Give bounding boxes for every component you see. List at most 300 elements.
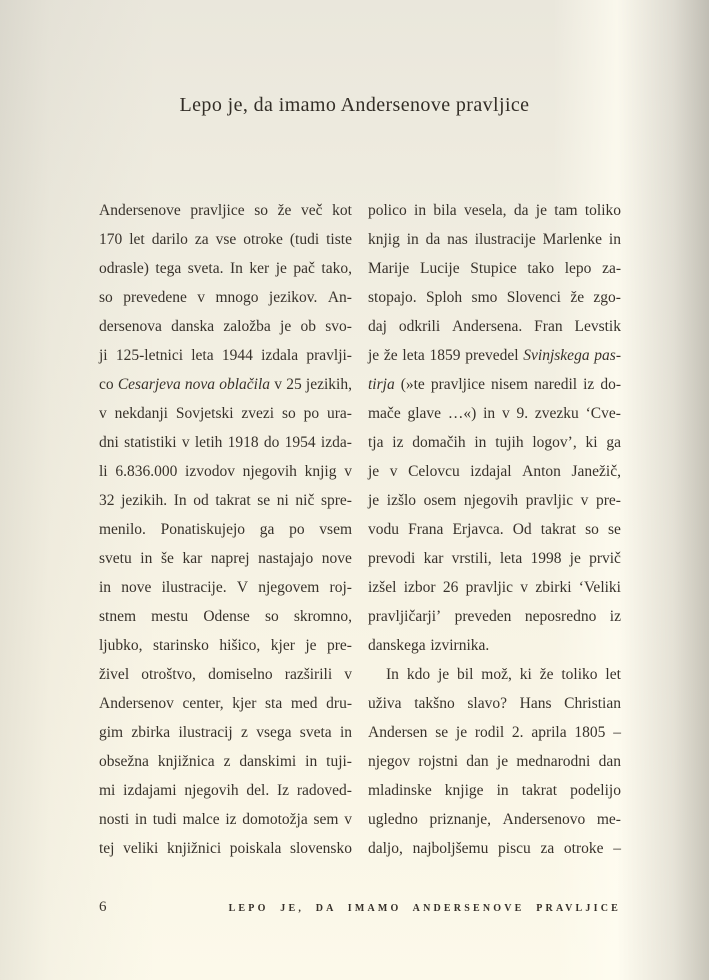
text-line bbox=[368, 254, 621, 283]
word: dersenova bbox=[99, 318, 162, 335]
word: Stupice bbox=[470, 260, 517, 277]
word: tega bbox=[155, 260, 182, 277]
word: v bbox=[520, 579, 529, 596]
word: in bbox=[305, 753, 318, 770]
word: pas- bbox=[594, 347, 621, 364]
word: pravlji- bbox=[306, 347, 352, 364]
word: ura- bbox=[326, 405, 352, 422]
text-line bbox=[99, 515, 352, 544]
word: in bbox=[99, 579, 112, 596]
word: In bbox=[173, 492, 187, 509]
word: domiselno bbox=[208, 666, 273, 683]
word: Sovjetski bbox=[175, 405, 234, 422]
word: že bbox=[539, 666, 554, 683]
word: bila bbox=[433, 202, 457, 219]
word: Marije bbox=[368, 260, 410, 277]
text-line bbox=[99, 457, 352, 486]
word: li bbox=[99, 463, 108, 480]
text-line bbox=[368, 660, 621, 689]
word: tujih bbox=[495, 434, 524, 451]
word: …«) bbox=[447, 405, 477, 422]
word: zbirki bbox=[535, 579, 572, 596]
text-line bbox=[368, 312, 621, 341]
word: kdo bbox=[406, 666, 431, 683]
word: nekdanji bbox=[114, 405, 168, 422]
word: vsega bbox=[256, 724, 292, 741]
word: njegovem bbox=[258, 579, 320, 596]
word: izda- bbox=[320, 434, 352, 451]
word: da bbox=[513, 202, 529, 219]
word: danskega bbox=[368, 637, 426, 654]
word: mladinske bbox=[368, 782, 432, 799]
word: in bbox=[496, 782, 509, 799]
word: se bbox=[435, 724, 449, 741]
word: lepo bbox=[564, 260, 592, 277]
word: še bbox=[160, 550, 174, 567]
word: smo bbox=[471, 289, 498, 306]
word: del. bbox=[246, 782, 270, 799]
word: mestu bbox=[151, 608, 189, 625]
word: danskimi bbox=[239, 753, 297, 770]
text-line bbox=[368, 631, 621, 660]
word: rojstni bbox=[418, 753, 459, 770]
word: – bbox=[613, 724, 621, 741]
word: izšlo bbox=[386, 492, 417, 509]
word: tej bbox=[99, 840, 115, 857]
word: roj- bbox=[329, 579, 352, 596]
text-line bbox=[368, 805, 621, 834]
word: ki bbox=[519, 666, 532, 683]
word: nova bbox=[184, 376, 216, 393]
word: knjig bbox=[304, 463, 337, 480]
word: Christian bbox=[564, 695, 621, 712]
word: takrat bbox=[215, 492, 251, 509]
word: dan bbox=[598, 753, 621, 770]
word: do bbox=[263, 434, 280, 451]
word: sveta. bbox=[187, 260, 224, 277]
text-line bbox=[368, 341, 621, 370]
word: aprila bbox=[531, 724, 567, 741]
word: ob bbox=[300, 318, 316, 335]
word: Levstik bbox=[574, 318, 621, 335]
word: pravljic bbox=[465, 579, 513, 596]
word: izdajami bbox=[123, 782, 177, 799]
word: 26 bbox=[442, 579, 459, 596]
word: izšel bbox=[368, 579, 397, 596]
word: odkrili bbox=[398, 318, 441, 335]
word: obsežna bbox=[99, 753, 149, 770]
word: polico bbox=[368, 202, 407, 219]
word: ilustracije. bbox=[161, 579, 227, 596]
text-line bbox=[368, 196, 621, 225]
text-line bbox=[368, 602, 621, 631]
word: podelijo bbox=[570, 782, 621, 799]
word: jezikov. bbox=[268, 289, 318, 306]
word: in bbox=[339, 724, 352, 741]
word: Celovcu bbox=[408, 463, 460, 480]
word: so bbox=[264, 608, 279, 625]
word: 1944 bbox=[221, 347, 253, 364]
word: ni bbox=[276, 492, 289, 509]
word: 6.836.000 bbox=[115, 463, 178, 480]
text-line bbox=[99, 399, 352, 428]
word: izdala bbox=[261, 347, 299, 364]
text-line bbox=[368, 573, 621, 602]
word: Andersen bbox=[368, 724, 428, 741]
word: Anton bbox=[522, 463, 561, 480]
word: za bbox=[194, 231, 209, 248]
word: nastajajo bbox=[258, 550, 314, 567]
word: nisem bbox=[491, 376, 529, 393]
text-line bbox=[368, 370, 621, 399]
word: je bbox=[496, 753, 509, 770]
word: Od bbox=[512, 521, 532, 538]
word: so bbox=[281, 405, 296, 422]
word: njegovih bbox=[463, 492, 519, 509]
word: spre- bbox=[320, 492, 352, 509]
word: pre- bbox=[327, 637, 352, 654]
text-line bbox=[368, 457, 621, 486]
text-line bbox=[368, 225, 621, 254]
text-line bbox=[99, 602, 352, 631]
word: ‘Veliki bbox=[578, 579, 621, 596]
word: Odense bbox=[203, 608, 250, 625]
word: je bbox=[368, 463, 380, 480]
word: Marlenke bbox=[542, 231, 603, 248]
word: nosti bbox=[99, 811, 130, 828]
word: menilo. bbox=[99, 521, 146, 538]
word: leta bbox=[191, 347, 214, 364]
word: je bbox=[275, 260, 287, 277]
word: je bbox=[455, 724, 468, 741]
word: statistiki bbox=[124, 434, 177, 451]
word: toliko bbox=[561, 666, 598, 683]
word: gim bbox=[99, 724, 124, 741]
word: je bbox=[569, 550, 581, 567]
word: izbor bbox=[403, 579, 436, 596]
word: 1918 bbox=[227, 434, 259, 451]
text-line bbox=[368, 399, 621, 428]
word: razširili bbox=[284, 666, 333, 683]
text-line bbox=[99, 660, 352, 689]
word: jezikih. bbox=[121, 492, 168, 509]
word: zbirka bbox=[131, 724, 171, 741]
word: da bbox=[425, 231, 441, 248]
word: 125-letnici bbox=[115, 347, 184, 364]
word: takšno bbox=[414, 695, 455, 712]
word: naprej bbox=[210, 550, 250, 567]
word: knjige bbox=[444, 782, 484, 799]
word: glave bbox=[407, 405, 442, 422]
word: je bbox=[437, 666, 450, 683]
word: ker bbox=[249, 260, 270, 277]
word: otroštvo, bbox=[141, 666, 196, 683]
word: 1859 bbox=[429, 347, 461, 364]
word: vesela, bbox=[463, 202, 507, 219]
word: v bbox=[580, 492, 589, 509]
word: v bbox=[344, 463, 352, 480]
word: so bbox=[99, 289, 113, 306]
word: (tudi bbox=[289, 231, 320, 248]
word: veliki bbox=[123, 840, 159, 857]
word: nič bbox=[295, 492, 315, 509]
word: slavo? bbox=[467, 695, 507, 712]
word: 9. bbox=[516, 405, 529, 422]
word: V bbox=[236, 579, 249, 596]
word: v bbox=[501, 405, 510, 422]
word: otroke bbox=[563, 840, 604, 857]
word: njegovih bbox=[242, 463, 297, 480]
word: bil bbox=[457, 666, 474, 683]
word: mnogo bbox=[215, 289, 259, 306]
word: oblačila bbox=[219, 376, 271, 393]
word: nove bbox=[121, 579, 152, 596]
text-line bbox=[99, 428, 352, 457]
word: slovensko bbox=[289, 840, 352, 857]
word: je bbox=[535, 202, 547, 219]
word: so bbox=[254, 202, 269, 219]
word: tja bbox=[368, 434, 384, 451]
word: iz bbox=[583, 376, 595, 393]
word: Cesarjeva bbox=[117, 376, 181, 393]
word: v bbox=[181, 434, 190, 451]
word: vodu bbox=[368, 521, 399, 538]
word: vsem bbox=[319, 521, 352, 538]
word: mednarodni bbox=[516, 753, 591, 770]
word: zvezku bbox=[534, 405, 579, 422]
word: in bbox=[406, 231, 419, 248]
word: starinsko bbox=[152, 637, 209, 654]
text-line bbox=[368, 428, 621, 457]
word: in bbox=[608, 231, 621, 248]
word: In bbox=[386, 666, 399, 683]
word: prvič bbox=[589, 550, 621, 567]
word: Svinjskega bbox=[523, 347, 590, 364]
word: hišico, bbox=[219, 637, 261, 654]
text-line bbox=[99, 283, 352, 312]
word: se bbox=[608, 521, 621, 538]
word: po bbox=[289, 521, 305, 538]
text-line bbox=[99, 225, 352, 254]
text-line bbox=[99, 254, 352, 283]
word: tako, bbox=[321, 260, 352, 277]
word: domačih bbox=[412, 434, 466, 451]
page-number: 6 bbox=[99, 899, 107, 915]
word: uživa bbox=[368, 695, 402, 712]
word: njegovih bbox=[184, 782, 239, 799]
word: njegov bbox=[368, 753, 411, 770]
word: 1954 bbox=[284, 434, 316, 451]
word: prevedel bbox=[465, 347, 519, 364]
word: in bbox=[483, 405, 496, 422]
word: in bbox=[414, 202, 427, 219]
word: ljubko, bbox=[99, 637, 143, 654]
word: center, bbox=[182, 695, 224, 712]
text-line bbox=[368, 776, 621, 805]
word: je bbox=[280, 318, 292, 335]
word: skromno, bbox=[293, 608, 352, 625]
word: osem bbox=[423, 492, 457, 509]
word: An- bbox=[327, 289, 352, 306]
text-line bbox=[99, 718, 352, 747]
word: z bbox=[223, 753, 231, 770]
word: let bbox=[605, 666, 621, 683]
word: sem bbox=[313, 811, 339, 828]
word: leta bbox=[499, 550, 523, 567]
word: Slovenci bbox=[506, 289, 561, 306]
word: že bbox=[570, 289, 585, 306]
word: pač bbox=[293, 260, 315, 277]
word: Iz bbox=[277, 782, 290, 799]
word: tuji- bbox=[326, 753, 352, 770]
word: pravljice bbox=[190, 202, 245, 219]
word: za- bbox=[602, 260, 621, 277]
text-line bbox=[99, 573, 352, 602]
word: logov’, bbox=[532, 434, 577, 451]
word: vse bbox=[215, 231, 237, 248]
word: Erjavca. bbox=[452, 521, 504, 538]
word: naredil bbox=[534, 376, 578, 393]
word: kar bbox=[423, 550, 444, 567]
page-title: Lepo je, da imamo Andersenove pravljice bbox=[179, 94, 530, 116]
word: izdajal bbox=[470, 463, 512, 480]
word: zgo- bbox=[593, 289, 621, 306]
word: – bbox=[613, 840, 621, 857]
text-line bbox=[99, 631, 352, 660]
word: dru- bbox=[326, 695, 352, 712]
word: tam bbox=[554, 202, 578, 219]
word: ki bbox=[585, 434, 598, 451]
word: 1805 bbox=[574, 724, 606, 741]
word: sta bbox=[265, 695, 283, 712]
word: kjer bbox=[232, 695, 257, 712]
word: v bbox=[274, 376, 283, 393]
word: izvodov bbox=[185, 463, 235, 480]
word: Ponatiskujejo bbox=[160, 521, 246, 538]
word: za bbox=[540, 840, 555, 857]
word: takrat bbox=[540, 521, 577, 538]
word: iz bbox=[609, 608, 621, 625]
word: je bbox=[368, 492, 380, 509]
word: ga bbox=[606, 434, 621, 451]
word: malce bbox=[182, 811, 220, 828]
word: pre- bbox=[596, 492, 621, 509]
word: odrasle) bbox=[99, 260, 149, 277]
word: do- bbox=[600, 376, 621, 393]
word: me- bbox=[596, 811, 621, 828]
word: tudi bbox=[152, 811, 177, 828]
word: iz bbox=[392, 434, 404, 451]
text-line bbox=[368, 486, 621, 515]
word: je bbox=[368, 347, 380, 364]
word: knjižnica bbox=[157, 753, 215, 770]
word: Hans bbox=[519, 695, 552, 712]
word: mož, bbox=[481, 666, 512, 683]
word: toliko bbox=[584, 202, 621, 219]
word: že bbox=[277, 202, 292, 219]
word: (»te bbox=[400, 376, 425, 393]
word: prevodi bbox=[368, 550, 416, 567]
word: kar bbox=[182, 550, 203, 567]
word: najboljšemu bbox=[412, 840, 489, 857]
word: ga bbox=[259, 521, 275, 538]
word: zvezi bbox=[241, 405, 275, 422]
text-line bbox=[99, 370, 352, 399]
word: prevedene bbox=[123, 289, 187, 306]
word: v bbox=[99, 405, 107, 422]
word: Andersenovo bbox=[502, 811, 586, 828]
word: preveden bbox=[454, 608, 512, 625]
word: sveta bbox=[299, 724, 332, 741]
text-line bbox=[368, 283, 621, 312]
word: Sploh bbox=[426, 289, 463, 306]
word: iz bbox=[225, 811, 237, 828]
word: letih bbox=[194, 434, 223, 451]
word: radoved- bbox=[296, 782, 352, 799]
word: nas bbox=[447, 231, 468, 248]
word: Andersenove bbox=[99, 202, 181, 219]
word: co bbox=[99, 376, 114, 393]
text-line bbox=[99, 196, 352, 225]
word: založba bbox=[223, 318, 271, 335]
word: piscu bbox=[498, 840, 531, 857]
word: daj bbox=[368, 318, 387, 335]
text-line bbox=[368, 515, 621, 544]
word: let bbox=[129, 231, 145, 248]
word: in bbox=[474, 434, 487, 451]
text-column-left bbox=[99, 196, 352, 863]
word: jezikih, bbox=[305, 376, 352, 393]
word: otroke bbox=[243, 231, 283, 248]
word: Andersenov bbox=[99, 695, 174, 712]
word: z bbox=[241, 724, 248, 741]
word: knjižnici bbox=[166, 840, 222, 857]
text-line bbox=[368, 718, 621, 747]
word: živel bbox=[99, 666, 130, 683]
text-line bbox=[99, 544, 352, 573]
text-line bbox=[99, 341, 352, 370]
word: svetu bbox=[99, 550, 132, 567]
text-line bbox=[99, 805, 352, 834]
word: leta bbox=[402, 347, 425, 364]
word: ‘Cve- bbox=[585, 405, 621, 422]
word: poiskala bbox=[229, 840, 282, 857]
word: svo- bbox=[325, 318, 352, 335]
word: ugledno bbox=[368, 811, 418, 828]
word: ilustracije bbox=[474, 231, 536, 248]
word: knjig bbox=[368, 231, 400, 248]
text-line bbox=[368, 747, 621, 776]
word: 32 bbox=[99, 492, 115, 509]
word: ilustracij bbox=[178, 724, 233, 741]
word: dni bbox=[99, 434, 119, 451]
word: kjer bbox=[270, 637, 295, 654]
word: v bbox=[344, 666, 352, 683]
word: pravljice bbox=[430, 376, 486, 393]
text-line bbox=[99, 312, 352, 341]
word: stnem bbox=[99, 608, 137, 625]
word: Fran bbox=[534, 318, 563, 335]
text-line bbox=[368, 544, 621, 573]
word: kot bbox=[332, 202, 352, 219]
word: in bbox=[140, 550, 153, 567]
text-column-right bbox=[368, 196, 621, 863]
word: mače bbox=[368, 405, 401, 422]
word: med bbox=[290, 695, 318, 712]
word: darilo bbox=[151, 231, 188, 248]
word: priznanje, bbox=[429, 811, 492, 828]
text-line bbox=[99, 834, 352, 863]
